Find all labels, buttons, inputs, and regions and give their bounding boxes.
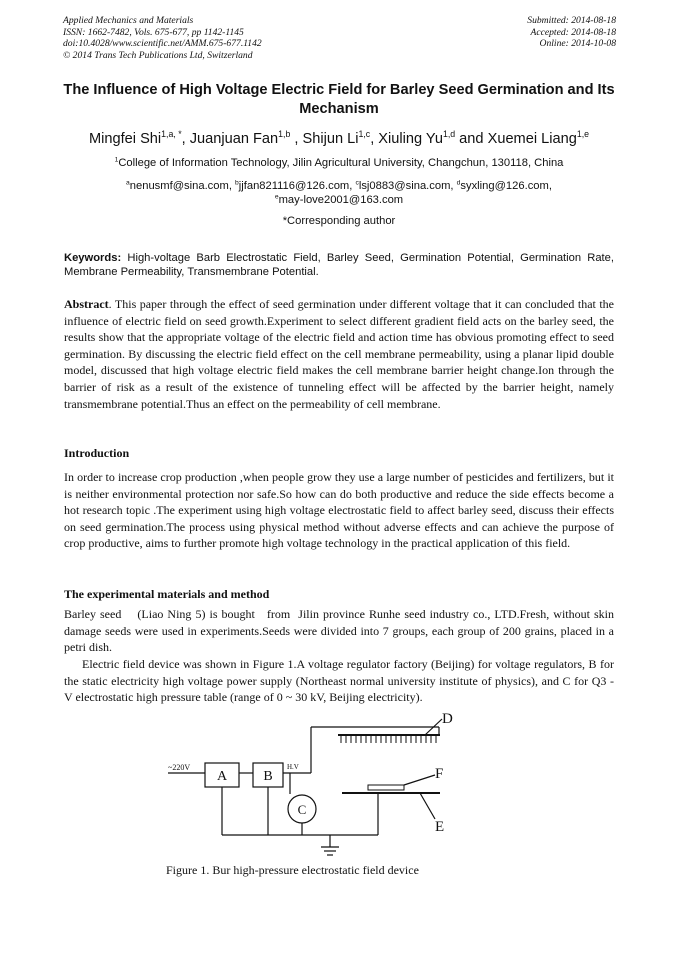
email: syxling@126.com, — [460, 180, 552, 192]
online-date: Online: 2014-10-08 — [539, 38, 616, 50]
journal-header-right — [527, 15, 616, 50]
author-sup: 1,b — [278, 129, 291, 140]
author-sup: 1,d — [442, 129, 456, 140]
author-name: Xuemei Liang — [487, 131, 577, 147]
copyright-line: © 2014 Trans Tech Publications Ltd, Switzerland — [63, 49, 253, 61]
email: lsj0883@sina.com, — [358, 180, 457, 192]
methods-paragraph-2: Electric field device was shown in Figure 1.A voltage regulator factory (Beijing) for voltage regulators, B for the static electricity high voltage power supply (Northeast normal university institute of physics), and C for Q3 - V electrostatic high pressure table (range of 0 ~ 30 kV, Beijing electricity). — [64, 657, 614, 705]
paper-title: The Influence of High Voltage Electric Field for Barley Seed Germination and Its Mechanism — [63, 82, 615, 117]
keywords-label: Keywords: — [64, 252, 122, 264]
figure-1-diagram — [150, 707, 470, 859]
author-name: Juanjuan Fan — [189, 131, 279, 147]
email-sup: a — [126, 179, 130, 187]
keywords-text: High-voltage Barb Electrostatic Field, Barley Seed, Germination Potential, Germination Rate, Membrane Permeability, Transmembrane Potential. — [64, 252, 614, 279]
email-sup: c — [355, 179, 359, 187]
label-d: D — [442, 711, 453, 727]
author-sup: 1,a, * — [161, 129, 182, 140]
author-separator: , — [290, 131, 303, 147]
email-sup: d — [456, 179, 461, 187]
author-sup: 1,c — [358, 129, 371, 140]
abstract-text: . This paper through the effect of seed germination under different voltage that it can concluded that the influence of electric field on seed growth.Experiment to select different gradient field acts on the barley seed, the results show that the appropriate voltage of the electric field and action time has obvious promoting effect to seed germination. By discussing the electric field effect on the cell membrane permeability, using a planar lipid double model, discussed that high voltage electric field makes the cell membrane barrier height change.Ion through the barrier of risk as a result of the existence of tunneling effect will be affected by the barrier height, namely transmembrane potential.Thus an effect on the permeability of cell membrane. — [64, 297, 614, 411]
journal-name: Applied Mechanics and Materials — [63, 15, 194, 26]
submitted-date: Submitted: 2014-08-18 — [527, 15, 616, 26]
methods-heading: The experimental materials and method — [64, 587, 270, 601]
author-name: Xiuling Yu — [378, 131, 443, 147]
affiliation — [40, 157, 638, 169]
email-sup: e — [274, 193, 279, 201]
affiliation-text: College of Information Technology, Jilin Agricultural University, Changchun, 130118, China — [118, 157, 564, 169]
issn-line: ISSN: 1662-7482, Vols. 675-677, pp 1142-1145 — [63, 26, 244, 38]
box-b-label: B — [263, 769, 273, 784]
author-name: Mingfei Shi — [88, 131, 162, 147]
email: nenusmf@sina.com, — [129, 180, 236, 192]
introduction-heading: Introduction — [64, 446, 130, 460]
abstract-label: Abstract — [64, 297, 109, 311]
meter-c-label: C — [297, 802, 307, 817]
email-list — [60, 179, 618, 207]
petri-dish-f — [368, 785, 404, 790]
hv-label: H.V — [287, 763, 299, 771]
introduction-text: In order to increase crop production ,when people grow they use a large number of pesticides and fertilizers, but it is neither environmental protection nor safe.So how can do both productive and reduce the side effects become a hot research topic .The experiment using high voltage electrostatic field to affect barley seed, discuss their effects on seed germination.The process using physical method without adverse effects and can achieve the purpose of crop productive, aims to further promote high voltage technology in the practical application of this field. — [64, 470, 614, 551]
affiliation-sup: 1 — [114, 156, 119, 164]
author-list — [40, 131, 638, 147]
accepted-date: Accepted: 2014-08-18 — [530, 26, 616, 38]
methods-paragraph-1: Barley seed (Liao Ning 5) is bought from Jilin province Runhe seed industry co., LTD.Fresh, without skin damage seeds were used in experiments.Seeds were divided into 7 groups, each group of 200 grains, placed in a petri dish. — [64, 607, 617, 655]
doi-line: doi:10.4028/www.scientific.net/AMM.675-677.1142 — [63, 38, 262, 50]
barb-needles — [341, 735, 436, 743]
label-f: F — [435, 766, 444, 782]
box-a-label: A — [216, 769, 228, 784]
keywords — [64, 251, 614, 279]
abstract — [64, 296, 614, 412]
author-sup: 1,e — [576, 129, 590, 140]
email: jjfan821116@126.com, — [238, 180, 356, 192]
corresponding-author-note: *Corresponding author — [282, 215, 396, 227]
email: may-love2001@163.com — [278, 194, 404, 206]
author-separator: , — [370, 131, 379, 147]
figure-1-caption: Figure 1. Bur high-pressure electrostatic field device — [166, 863, 419, 877]
journal-header-left — [63, 15, 262, 61]
email-sup: b — [235, 179, 239, 187]
source-voltage-label: ~220V — [168, 763, 191, 772]
author-name: Shijun Li — [302, 131, 359, 147]
label-e: E — [435, 819, 445, 835]
author-separator: , — [181, 131, 190, 147]
author-separator: and — [455, 131, 488, 147]
